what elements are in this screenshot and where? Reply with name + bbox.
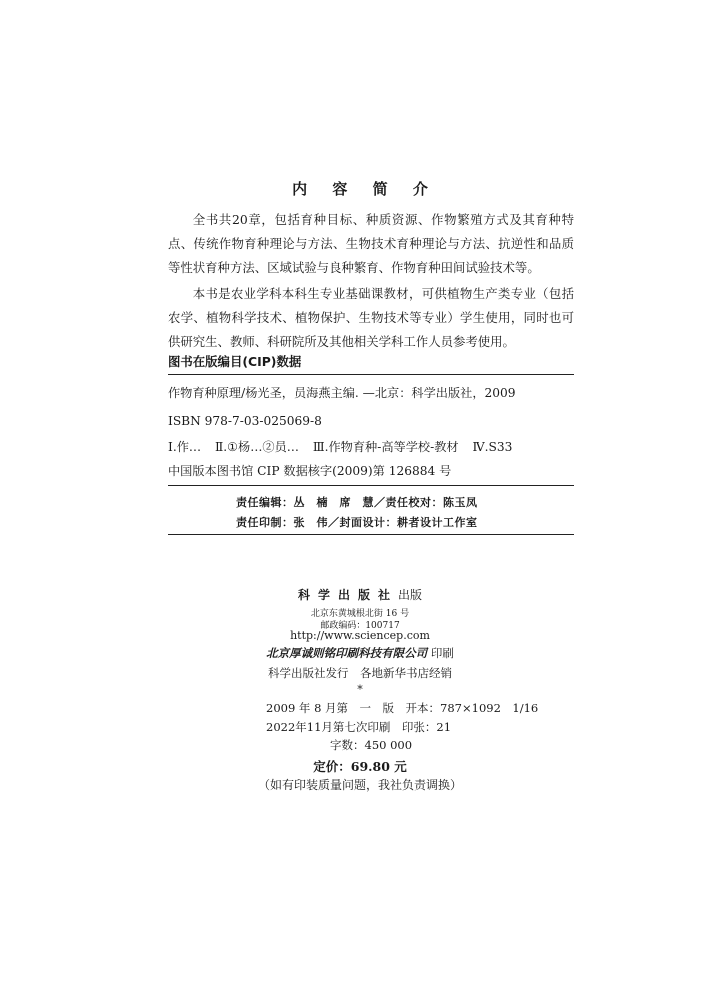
intro-paragraph-1: 全书共20章，包括育种目标、种质资源、作物繁殖方式及其育种特点、传统作物育种理论与方法、生物技术育种理论与方法、抗逆性和品质等性状育种方法、区域试验与良种繁育、作物育种田间试验技术等。 <box>168 212 574 275</box>
page-title: 内 容 简 介 <box>292 180 438 198</box>
publisher-url: http://www.sciencep.com <box>290 629 430 642</box>
printer-suffix: 印刷 <box>430 646 454 660</box>
printer-name: 北京厚诚则铭印刷科技有限公司 <box>266 646 428 660</box>
price: 定价：69.80 元 <box>313 759 407 774</box>
distribution-line: 科学出版社发行 各地新华书店经销 <box>268 666 452 680</box>
credits-printing: 责任印制：张 伟／封面设计：耕者设计工作室 <box>236 516 478 529</box>
intro-section <box>168 208 574 356</box>
divider <box>168 485 574 486</box>
cip-classification <box>168 438 522 455</box>
cip-class-4: Ⅳ.S33 <box>472 440 513 454</box>
cip-isbn: ISBN 978-7-03-025069-8 <box>168 414 322 428</box>
cip-record: 中国版本图书馆 CIP 数据核字(2009)第 126884 号 <box>168 464 452 478</box>
cip-class-3: Ⅲ.作物育种-高等学校-教材 <box>312 440 459 454</box>
cip-heading: 图书在版编目(CIP)数据 <box>168 354 302 369</box>
publisher-suffix: 出版 <box>398 588 423 602</box>
credits-editors: 责任编辑：丛 楠 席 慧／责任校对：陈玉凤 <box>236 496 478 509</box>
publisher-line <box>0 586 720 603</box>
publisher-name: 科学出版社 <box>297 588 398 602</box>
cip-title-line: 作物育种原理/杨光圣，员海燕主编. —北京：科学出版社，2009 <box>168 386 516 400</box>
intro-paragraph-2: 本书是农业学科本科生专业基础课教材，可供植物生产类专业（包括农学、植物科学技术、植物保护、生物技术等专业）学生使用，同时也可供研究生、教师、科研院所及其他相关学科工作人员参考使用。 <box>168 286 574 349</box>
divider <box>168 534 574 535</box>
divider <box>168 374 574 375</box>
cip-class-2: Ⅱ.①杨…②员… <box>214 440 299 454</box>
printer-line <box>0 645 720 661</box>
cip-class-1: Ⅰ.作… <box>168 440 202 454</box>
publisher-address: 北京东黄城根北街 16 号 <box>310 609 410 619</box>
quality-notice: （如有印装质量问题，我社负责调换） <box>257 778 462 792</box>
word-count: 字数：450 000 <box>330 738 413 752</box>
edition-line: 2009 年 8 月第 一 版 开本：787×1092 1/16 <box>266 701 539 715</box>
publisher-postcode: 邮政编码：100717 <box>320 621 400 631</box>
separator-star: * <box>357 683 363 696</box>
printing-line: 2022年11月第七次印刷 印张：21 <box>266 720 452 734</box>
